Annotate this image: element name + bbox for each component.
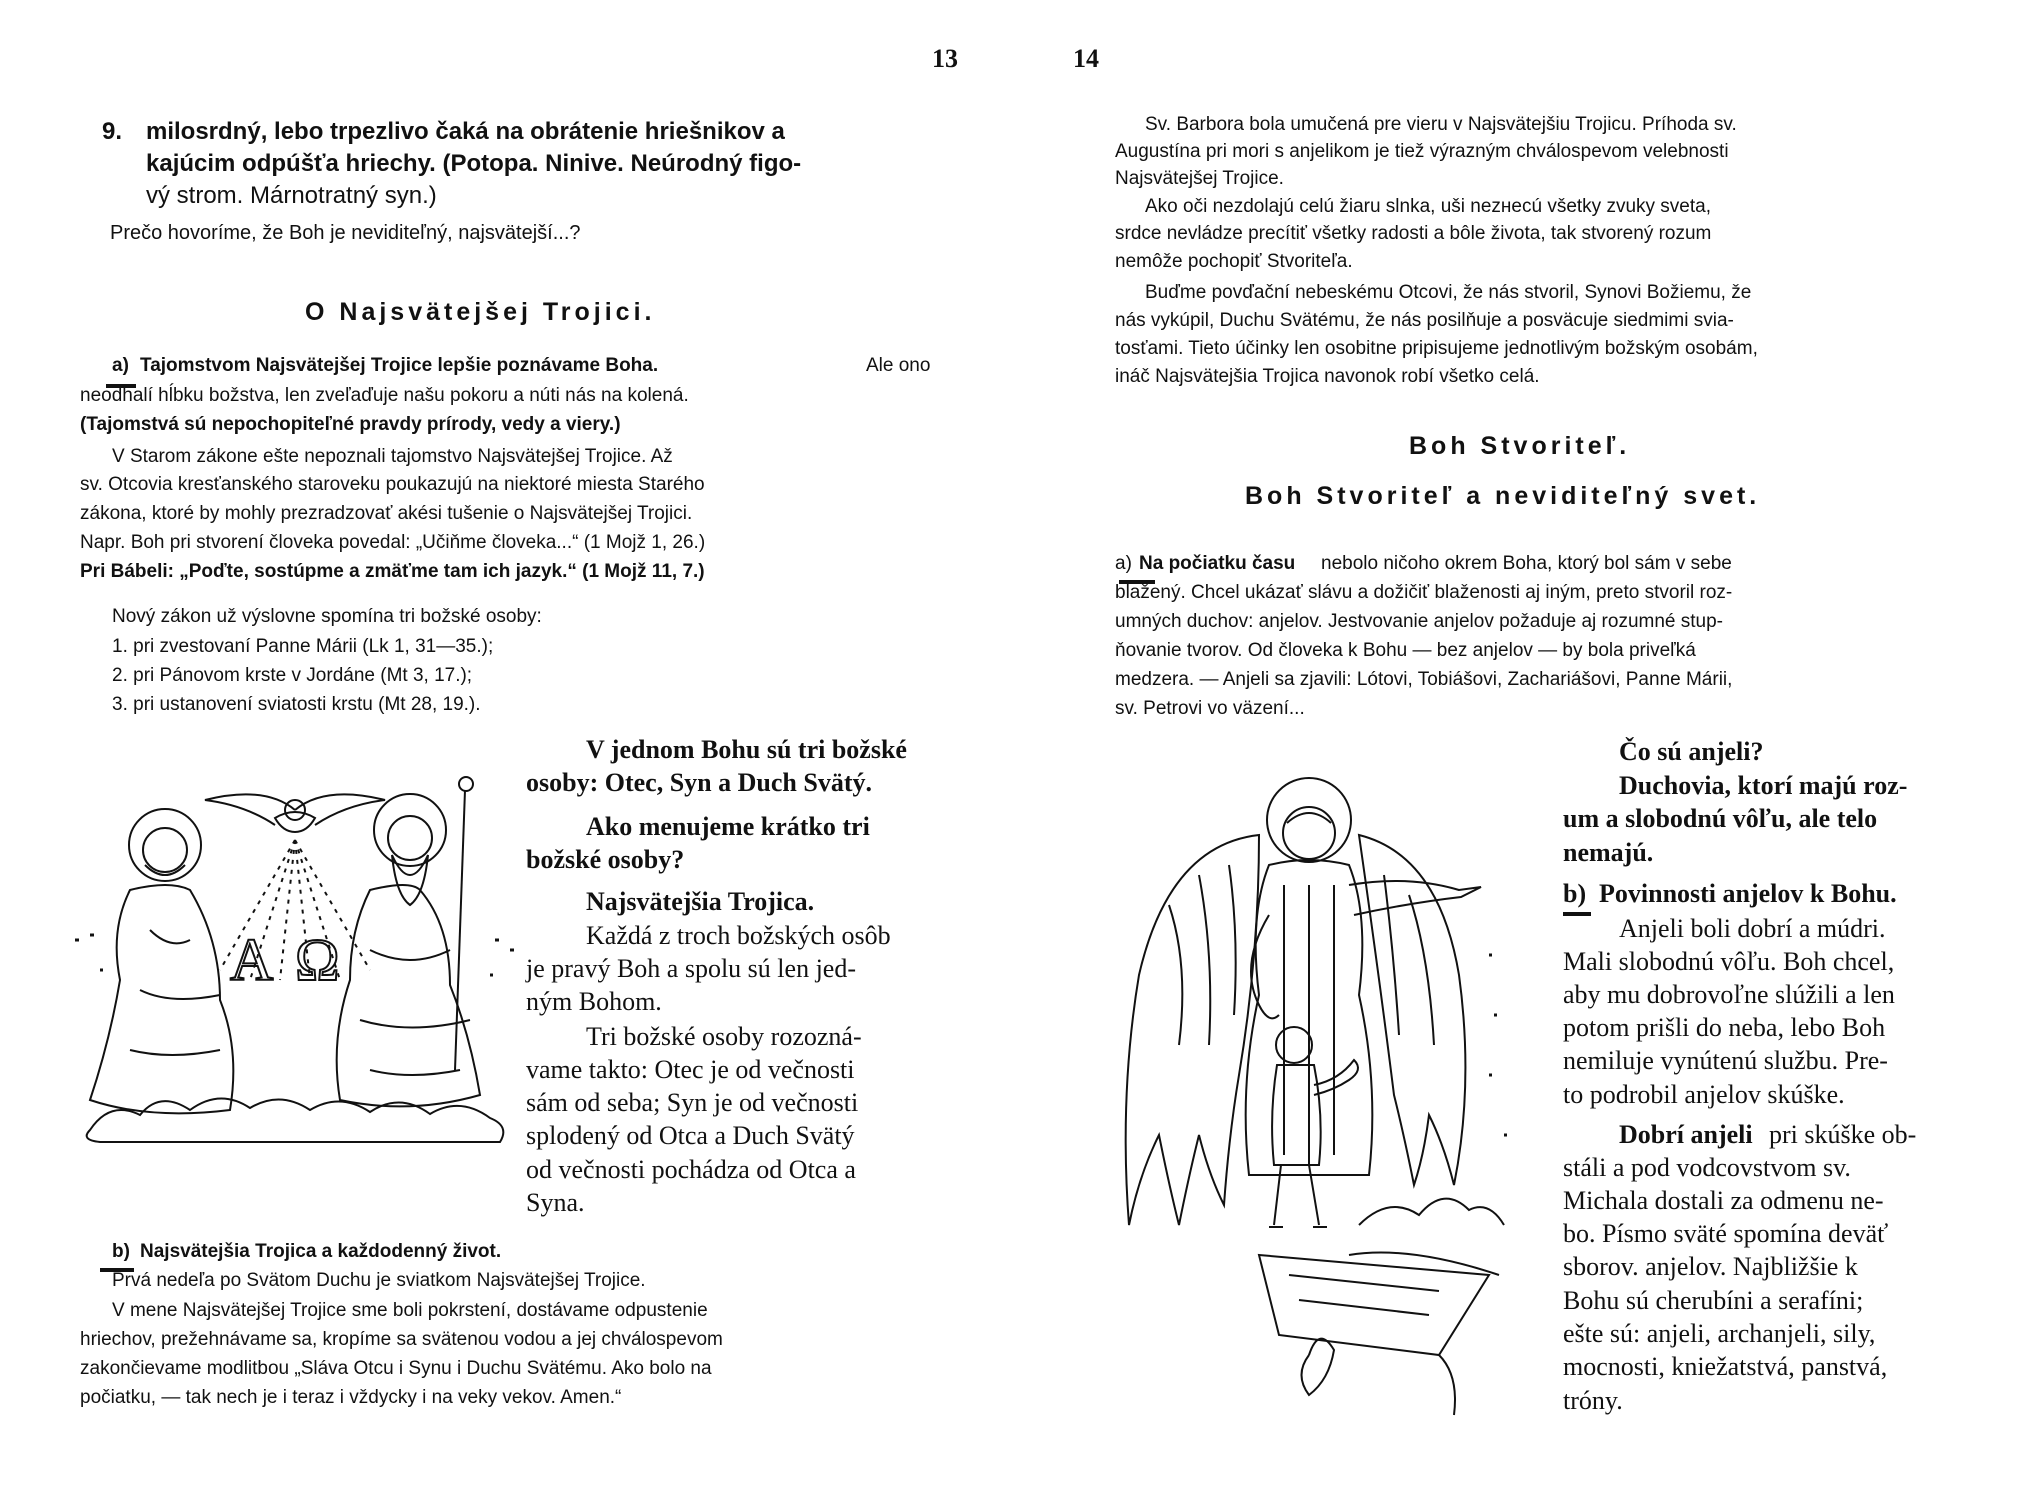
text-line: zakončievame modlitbou „Sláva Otcu i Synu i Duchu Svätému. Ako bolo na <box>80 1358 712 1379</box>
question-bold: božské osoby? <box>526 845 685 874</box>
text-line: Nový zákon už výslovne spomína tri božské osoby: <box>112 606 542 627</box>
text-line: Ale ono <box>866 355 931 376</box>
text-line: Prvá nedeľa po Svätom Duchu je sviatkom Najsvätejšej Trojice. <box>112 1270 646 1291</box>
item9-line: kajúcim odpúšťa hriechy. (Potopa. Ninive. Neúrodný figo- <box>146 150 802 177</box>
text-line: Najsvätejšej Trojice. <box>1115 168 1284 189</box>
text-line: nebolo ničoho okrem Boha, ktorý bol sám v sebe <box>1321 553 1732 574</box>
text-line: Pri Bábeli: „Poďte, sostúpme a zmäťme tam ich jazyk.“ (1 Mojž 11, 7.) <box>80 561 705 582</box>
answer-angels: nemajú. <box>1563 838 1654 867</box>
answer-angels: Duchovia, ktorí majú roz- <box>1619 771 1908 800</box>
point-label: a) <box>1115 553 1132 574</box>
text-line: Buďme povďační nebeskému Otcovi, že nás stvoril, Synovi Božiemu, že <box>1145 282 1752 303</box>
point-title: Povinnosti anjelov k Bohu. <box>1599 879 1897 908</box>
text-line: nemôže pochopiť Stvoriteľa. <box>1115 251 1353 272</box>
text-line: sv. Otcovia kresťanského staroveku poukazujú na niektoré miesta Starého <box>80 474 705 495</box>
answer-line: sborov. anjelov. Najbližšie k <box>1563 1252 1858 1281</box>
answer-line: Anjeli boli dobrí a múdri. <box>1619 914 1886 943</box>
text-line: neodhalí hĺbku božstva, len zveľaďuje našu pokoru a núti nás na kolená. <box>80 385 689 406</box>
text-line: ináč Najsvätejšia Trojica navonok robí všetko celá. <box>1115 366 1540 387</box>
text-line: V mene Najsvätejšej Trojice sme boli pokrstení, dostávame odpustenie <box>112 1300 708 1321</box>
page-number: 14 <box>1073 44 1099 73</box>
answer-line: pri skúške ob- <box>1769 1120 1917 1149</box>
answer-line: ným Bohom. <box>526 987 662 1016</box>
answer-angels: um a slobodnú vôľu, ale telo <box>1563 804 1878 833</box>
answer-line: splodený od Otca a Duch Svätý <box>526 1121 855 1150</box>
point-lead: Tajomstvom Najsvätejšej Trojice lepšie poznávame Boha. <box>140 355 659 376</box>
list-item: 3. pri ustanovení sviatosti krstu (Mt 28, 19.). <box>112 694 481 715</box>
answer-line: od večnosti pochádza od Otca a <box>526 1155 856 1184</box>
text-line: Augustína pri mori s anjelikom je tiež výrazným chválospevom velebnosti <box>1115 141 1729 162</box>
text-line: umných duchov: anjelov. Jestvovanie anjelov požaduje aj rozumné stup- <box>1115 611 1723 632</box>
answer-line: Mali slobodnú vôľu. Boh chcel, <box>1563 947 1895 976</box>
answer-line: stáli a pod vodcovstvom sv. <box>1563 1153 1851 1182</box>
answer-line: Bohu sú cherubíni a serafíni; <box>1563 1286 1864 1315</box>
answer-line: aby mu dobrovoľne slúžili a len <box>1563 980 1895 1009</box>
right-page <box>1009 0 2018 1500</box>
point-title: Najsvätejšia Trojica a každodenný život. <box>140 1241 502 1262</box>
text-line: (Tajomstvá sú nepochopiteľné pravdy prírody, vedy a viery.) <box>80 414 621 435</box>
text-line: tosťami. Tieto účinky len osobitne pripisujeme jednotlivým božským osobám, <box>1115 338 1758 359</box>
answer-line: to podrobil anjelov skúške. <box>1563 1080 1845 1109</box>
text-line: Napr. Boh pri stvorení človeka povedal: „Učiňme človeka...“ (1 Mojž 1, 26.) <box>80 532 706 553</box>
section-title: O Najsvätejšej Trojici. <box>305 298 656 326</box>
page-number: 13 <box>932 44 958 73</box>
list-item: 1. pri zvestovaní Panne Márii (Lk 1, 31—35.); <box>112 636 494 657</box>
answer-line: vame takto: Otec je od večnosti <box>526 1055 855 1084</box>
point-label: b) <box>1563 879 1587 908</box>
omega-letter: Ω <box>295 927 340 993</box>
answer-line: Každá z troch božských osôb <box>586 921 891 950</box>
heading-invisible-world: Boh Stvoriteľ a neviditeľný svet. <box>1245 482 1761 510</box>
text-line: počiatku, — tak nech je i teraz i vždycky i na veky vekov. Amen.“ <box>80 1387 622 1408</box>
text-line: hriechov, prežehnávame sa, kropíme sa svätenou vodou a jej chválospevom <box>80 1329 723 1350</box>
answer-line: mocnosti, kniežatstvá, panstvá, <box>1563 1352 1888 1381</box>
heading-creator: Boh Stvoriteľ. <box>1409 432 1631 460</box>
answer-line: nemiluje vynútenú službu. Pre- <box>1563 1046 1888 1075</box>
question-bold: osoby: Otec, Syn a Duch Svätý. <box>526 768 872 797</box>
text-line: blažený. Chcel ukázať slávu a dožičiť blaženosti aj iným, preto stvoril roz- <box>1115 582 1733 603</box>
item9-line: milosrdný, lebo trpezlivo čaká na obrátenie hriešnikov a <box>146 118 785 145</box>
point-label: b) <box>112 1241 130 1262</box>
guardian-angel-illustration <box>1109 755 1509 1445</box>
item9-line: vý strom. Márnotratný syn.) <box>146 182 437 209</box>
text-line: srdce nevládze precítiť všetky radosti a bôle života, tak stvorený rozum <box>1115 223 1712 244</box>
trinity-illustration <box>70 770 520 1150</box>
question-bold: Ako menujeme krátko tri <box>586 812 870 841</box>
answer-line: tróny. <box>1563 1386 1623 1415</box>
text-line: nás vykúpil, Duchu Svätému, že nás posilňuje a posväcuje siedmimi svia- <box>1115 310 1734 331</box>
answer-line: sám od seba; Syn je od večnosti <box>526 1088 859 1117</box>
answer-line: potom prišli do neba, lebo Boh <box>1563 1013 1886 1042</box>
point-label: a) <box>112 355 129 376</box>
text-line: zákona, ktoré by mohly prezradzovať akési tušenie o Najsvätejšej Trojici. <box>80 503 693 524</box>
underline-mark <box>1563 912 1591 916</box>
answer-line: Michala dostali za odmenu ne- <box>1563 1186 1884 1215</box>
answer-line: bo. Písmo sväté spomína deväť <box>1563 1219 1889 1248</box>
answer-line: Tri božské osoby rozozná- <box>586 1022 862 1051</box>
answer-line: je pravý Boh a spolu sú len jed- <box>526 954 856 983</box>
point-lead: Na počiatku času <box>1139 553 1296 574</box>
question-bold: V jednom Bohu sú tri božské <box>586 735 907 764</box>
answer-title: Najsvätejšia Trojica. <box>586 887 815 916</box>
question-angels: Čo sú anjeli? <box>1619 737 1764 766</box>
text-line: V Starom zákone ešte nepoznali tajomstvo Najsvätejšej Trojice. Až <box>112 446 673 467</box>
text-line: medzera. — Anjeli sa zjavili: Lótovi, Tobiášovi, Zachariášovi, Panne Márii, <box>1115 669 1733 690</box>
text-line: sv. Petrovi vo väzení... <box>1115 698 1305 719</box>
text-line: ňovanie tvorov. Od človeka k Bohu — bez anjelov — by bola priveľká <box>1115 640 1696 661</box>
good-angels-lead: Dobrí anjeli <box>1619 1120 1753 1149</box>
answer-line: ešte sú: anjeli, archanjeli, sily, <box>1563 1319 1876 1348</box>
answer-line: Syna. <box>526 1188 585 1217</box>
text-line: Sv. Barbora bola umučená pre vieru v Najsvätejšiu Trojicu. Príhoda sv. <box>1145 114 1737 135</box>
list-item: 2. pri Pánovom krste v Jordáne (Mt 3, 17.); <box>112 665 473 686</box>
alpha-letter: A <box>230 927 274 993</box>
text-line: Ako oči nezdolajú celú žiaru slnka, uši nezнесú všetky zvuky sveta, <box>1145 196 1711 217</box>
item-number: 9. <box>102 118 123 145</box>
question: Prečo hovoríme, že Boh je neviditeľný, najsvätejší...? <box>110 222 581 244</box>
